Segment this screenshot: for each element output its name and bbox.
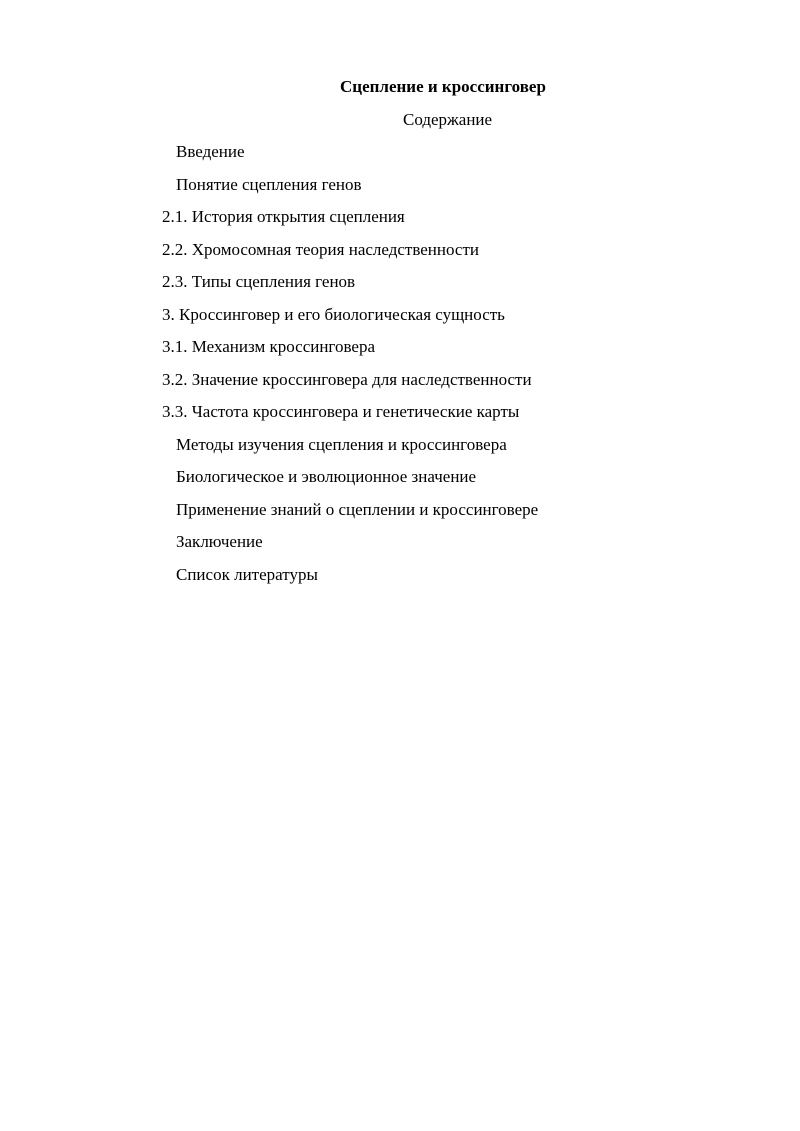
toc-item: 3.2. Значение кроссинговера для наследственности (162, 369, 532, 389)
toc-item: Методы изучения сцепления и кроссинговера (176, 434, 507, 454)
toc-item: Применение знаний о сцеплении и кроссинговере (176, 499, 539, 519)
toc-item: Биологическое и эволюционное значение (176, 467, 477, 486)
table-of-contents (0, 141, 538, 596)
toc-item: 3.1. Механизм кроссинговера (162, 337, 375, 356)
toc-item: Введение (176, 142, 245, 161)
toc-item: 2.1. История открытия сцепления (162, 207, 405, 226)
toc-item: 2.2. Хромосомная теория наследственности (162, 239, 479, 259)
toc-item: Заключение (176, 532, 263, 551)
toc-item: Список литературы (176, 564, 318, 584)
toc-item: 2.3. Типы сцепления генов (162, 272, 356, 291)
toc-item: Понятие сцепления генов (176, 174, 362, 194)
document-title: Сцепление и кроссинговер (340, 77, 546, 96)
toc-heading: Содержание (403, 110, 493, 129)
toc-item: 3.3. Частота кроссинговера и генетические карты (162, 402, 520, 421)
toc-item: 3. Кроссинговер и его биологическая сущность (162, 304, 505, 324)
